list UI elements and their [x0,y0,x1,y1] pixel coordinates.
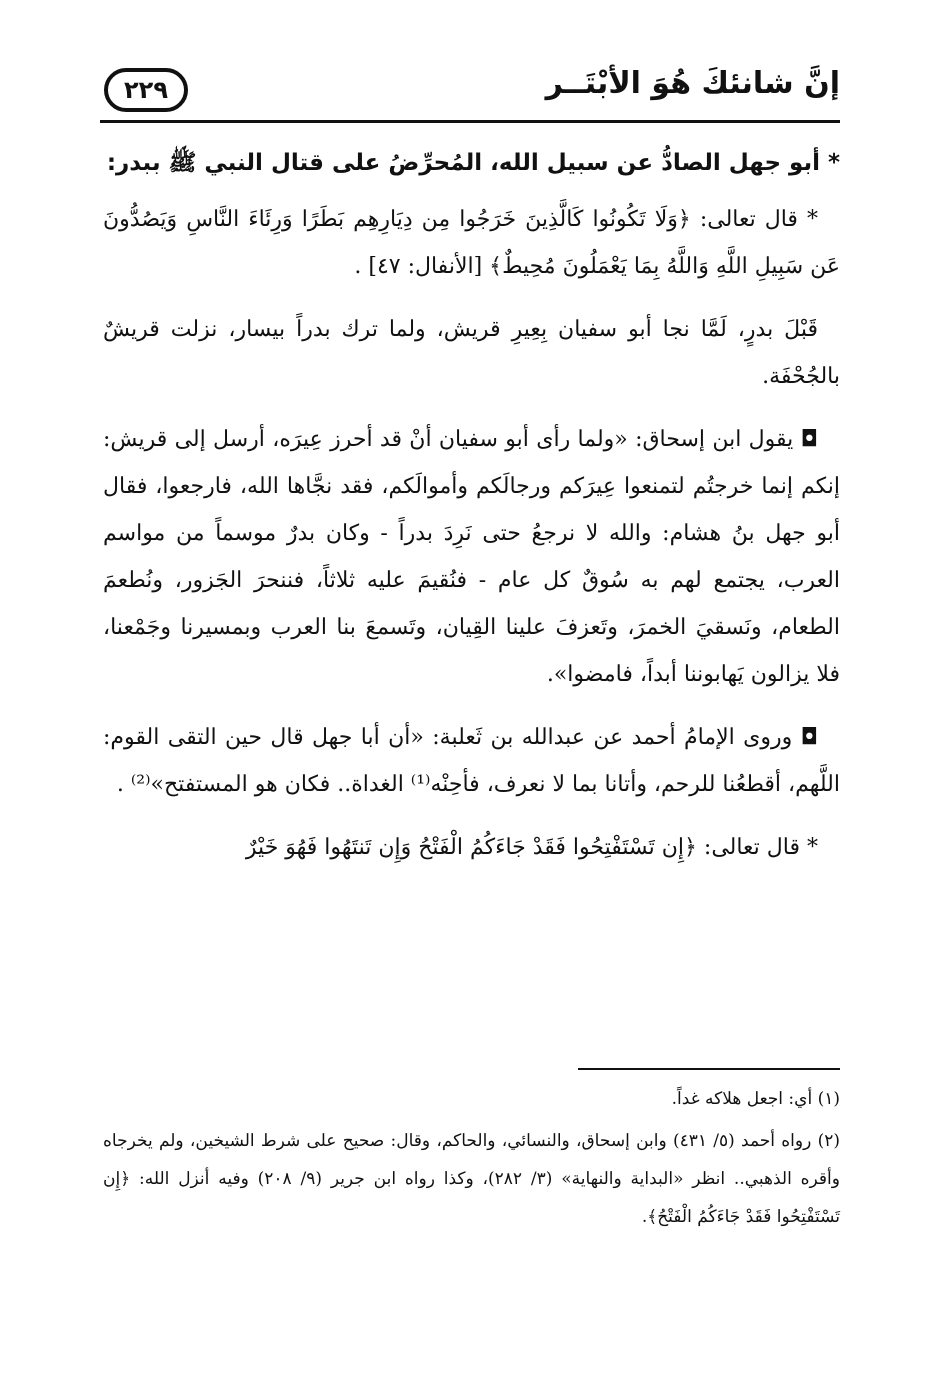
footnote-rule [578,1068,840,1070]
paragraph-4: ◘ وروى الإمامُ أحمد عن عبدالله بن ثَعلبة: «أن أبا جهل قال حين التقى القوم: اللَّهم، أقطعُنا للرحم، وأتانا بما لا نعرف، فأحِنْه⁽¹⁾ الغداة.. فكان هو المستفتح»⁽²⁾ . [103,725,840,797]
page-header [100,58,840,128]
header-rule [100,120,840,123]
paragraph-2: قَبْلَ بدرٍ، لَمَّا نجا أبو سفيان بِعِيرِ قريش، ولما ترك بدراً بيسار، نزلت قريشٌ بالجُحْفَة. [103,317,840,389]
paragraph-3: ◘ يقول ابن إسحاق: «ولما رأى أبو سفيان أنْ قد أحرز عِيرَه، أرسل إلى قريش: إنكم إنما خرجتُم لتمنعوا عِيرَكم ورجالَكم وأموالَكم، فقد نجَّاها الله، فارجعوا، فقال أبو جهل بنُ هشام: والله لا نرجعُ حتى نَرِدَ بدراً - وكان بدرٌ موسماً من مواسم العرب، يجتمع لهم به سُوقٌ كل عام - فنُقيمَ عليه ثلاثاً، فننحرَ الجَزور، ونُطعمَ الطعام، ونَسقيَ الخمرَ، وتَعزفَ علينا القِيان، وتَسمعَ بنا العرب وبمسيرنا وجَمْعنا، فلا يزالون يَهابوننا أبداً، فامضوا». [103,427,840,687]
running-title: إنَّ شانئكَ هُوَ الأبْتَــر [545,66,840,101]
paragraph-5: * قال تعالى: ﴿إِن تَسْتَفْتِحُوا فَقَدْ جَاءَكُمُ الْفَتْحُ وَإِن تَنتَهُوا فَهُوَ خَيْرٌ [245,835,818,860]
body-text [103,140,840,887]
footnote-1: (١) أي: اجعل هلاكه غداً. [671,1089,840,1109]
footnote-2: (٢) رواه أحمد (٥/ ٤٣١) وابن إسحاق، والنسائي، والحاكم، وقال: صحيح على شرط الشيخين، ولم يخرجاه وأقره الذهبي.. انظر «البداية والنهاية» (٣/ ٢٨٢)، وكذا رواه ابن جرير (٩/ ٢٠٨) وفيه أنزل الله: ﴿إِن تَسْتَفْتِحُوا فَقَدْ جَاءَكُمُ الْفَتْحُ﴾. [103,1131,840,1227]
footnotes [103,1068,840,1240]
section-heading: * أبو جهل الصادُّ عن سبيل الله، المُحرِّضُ على قتال النبي ﷺ ببدر: [106,150,840,176]
page-number-badge: ٢٢٩ [104,68,188,112]
paragraph-1: * قال تعالى: ﴿وَلَا تَكُونُوا كَالَّذِينَ خَرَجُوا مِن دِيَارِهِم بَطَرًا وَرِئَاءَ النَّاسِ وَيَصُدُّونَ عَن سَبِيلِ اللَّهِ وَاللَّهُ بِمَا يَعْمَلُونَ مُحِيطٌ﴾ [الأنفال: ٤٧] . [103,207,840,279]
